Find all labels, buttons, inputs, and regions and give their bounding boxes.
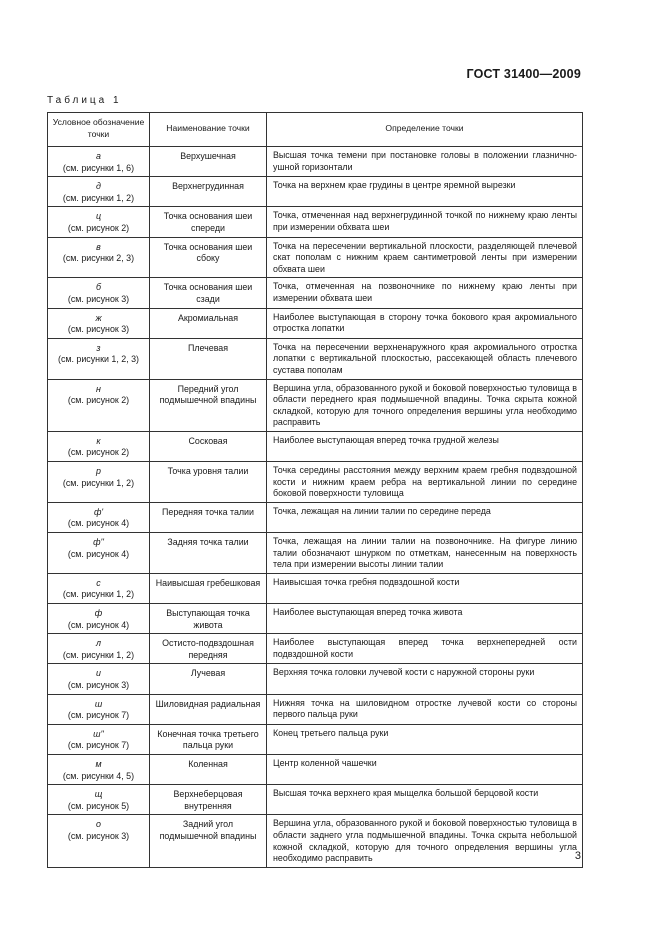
table-row [48, 785, 583, 815]
point-name: Лучевая [150, 664, 267, 694]
point-symbol: ф'' [93, 537, 104, 548]
point-code-cell [48, 533, 150, 574]
table-row [48, 431, 583, 461]
figure-reference: (см. рисунок 5) [67, 800, 130, 811]
point-code-cell [48, 694, 150, 724]
figure-reference: (см. рисунок 2) [67, 447, 130, 458]
point-definition: Точка, лежащая на линии талии на позвоночнике. На фигуре линию талии обозначают шнурком по отметкам, нанесенным на поверхность тела при измерении высоты линии талии [267, 533, 583, 574]
point-symbol: с [96, 577, 101, 588]
point-name: Плечевая [150, 338, 267, 379]
header-name: Наименование точки [150, 113, 267, 147]
point-code-cell [48, 573, 150, 603]
point-definition: Конец третьего пальца руки [267, 724, 583, 754]
figure-reference: (см. рисунок 3) [67, 324, 130, 335]
point-symbol: л [95, 638, 101, 649]
figure-reference: (см. рисунки 1, 6) [62, 162, 135, 173]
point-symbol: и [96, 668, 101, 679]
point-code-cell [48, 462, 150, 503]
figure-reference: (см. рисунок 4) [67, 548, 130, 559]
point-name: Точка основания шеи сбоку [150, 237, 267, 278]
table-row [48, 147, 583, 177]
header-definition: Определение точки [267, 113, 583, 147]
point-name: Акромиальная [150, 308, 267, 338]
point-definition: Нижняя точка на шиловидном отростке лучевой кости со стороны первого пальца руки [267, 694, 583, 724]
point-symbol: щ [94, 789, 103, 800]
point-definition: Точка, отмеченная на позвоночнике по нижнему краю ленты при измерении обхвата шеи [267, 278, 583, 308]
point-name: Конечная точка третьего пальца руки [150, 724, 267, 754]
figure-reference: (см. рисунок 4) [67, 619, 130, 630]
figure-reference: (см. рисунки 1, 2) [62, 589, 135, 600]
table-row [48, 694, 583, 724]
point-symbol: ж [95, 312, 102, 323]
point-code-cell [48, 502, 150, 532]
points-table [47, 112, 583, 868]
page-number: 3 [574, 850, 581, 862]
point-symbol: а [96, 151, 101, 161]
point-name: Точка уровня талии [150, 462, 267, 503]
figure-reference: (см. рисунки 2, 3) [62, 253, 135, 264]
point-definition: Верхняя точка головки лучевой кости с наружной стороны руки [267, 664, 583, 694]
point-name: Коленная [150, 754, 267, 784]
point-name: Верхнегрудинная [150, 177, 267, 207]
point-definition: Центр коленной чашечки [267, 754, 583, 784]
table-row [48, 502, 583, 532]
table-row [48, 533, 583, 574]
table-row [48, 308, 583, 338]
point-definition: Точка на пересечении вертикальной плоскости, разделяющей плечевой скат пополам с нижним краем сантиметровой ленты при измерении обхвата шеи [267, 237, 583, 278]
point-symbol: р [96, 466, 101, 477]
figure-reference: (см. рисунки 1, 2) [62, 649, 135, 660]
point-code-cell [48, 177, 150, 207]
point-name: Передняя точка талии [150, 502, 267, 532]
table-row [48, 379, 583, 431]
table-row [48, 634, 583, 664]
point-name: Остисто-подвздошная передняя [150, 634, 267, 664]
point-definition: Точка, отмеченная над верхнегрудинной точкой по нижнему краю ленты при измерении обхвата шеи [267, 207, 583, 237]
figure-reference: (см. рисунок 2) [67, 222, 130, 233]
point-symbol: ш'' [93, 728, 104, 739]
point-name: Верхушечная [150, 147, 267, 177]
point-code-cell [48, 815, 150, 867]
point-symbol: ш [94, 698, 103, 709]
point-code-cell [48, 308, 150, 338]
point-symbol: ц [95, 211, 102, 222]
point-symbol: в [96, 241, 101, 252]
table-row [48, 237, 583, 278]
point-name: Передний угол подмышечной впадины [150, 379, 267, 431]
point-symbol: ф [94, 608, 103, 618]
figure-reference: (см. рисунок 3) [67, 293, 130, 304]
point-symbol: н [96, 383, 101, 394]
figure-reference: (см. рисунок 3) [67, 679, 130, 690]
point-name: Выступающая точка живота [150, 604, 267, 634]
figure-reference: (см. рисунок 4) [67, 518, 130, 529]
point-name: Шиловидная радиальная [150, 694, 267, 724]
point-name: Точка основания шеи спереди [150, 207, 267, 237]
point-symbol: м [95, 758, 102, 769]
point-name: Наивысшая гребешковая [150, 573, 267, 603]
point-definition: Высшая точка верхнего края мыщелка большой берцовой кости [267, 785, 583, 815]
point-code-cell [48, 237, 150, 278]
table-row [48, 664, 583, 694]
point-code-cell [48, 785, 150, 815]
figure-reference: (см. рисунок 2) [67, 395, 130, 406]
point-symbol: з [96, 342, 101, 353]
point-definition: Вершина угла, образованного рукой и боковой поверхностью туловища в области заднего угла подмышечной впадины. Точка скрыта небольшой кожной складкой, которую для точного определения вершины угла необходимо расправить [267, 815, 583, 867]
figure-reference: (см. рисунок 3) [67, 830, 130, 841]
point-name: Верхнеберцовая внутренняя [150, 785, 267, 815]
figure-reference: (см. рисунки 1, 2) [62, 477, 135, 488]
table-caption: Таблица 1 [47, 95, 122, 106]
figure-reference: (см. рисунки 1, 2, 3) [57, 354, 140, 365]
point-definition: Точка середины расстояния между верхним краем гребня подвздошной кости и нижним краем ребра на вертикальной линии по середине боковой поверхности туловища [267, 462, 583, 503]
point-definition: Наивысшая точка гребня подвздошной кости [267, 573, 583, 603]
table-row [48, 754, 583, 784]
point-symbol: б [96, 282, 101, 293]
table-row [48, 573, 583, 603]
table-row [48, 278, 583, 308]
point-definition: Наиболее выступающая в сторону точка бокового края акромиального отростка лопатки [267, 308, 583, 338]
point-definition: Точка на пересечении верхненаружного края акромиального отростка лопатки с вертикальной плоскостью, рассекающей область плечевого сустава пополам [267, 338, 583, 379]
point-code-cell [48, 634, 150, 664]
table-row [48, 338, 583, 379]
point-name: Точка основания шеи сзади [150, 278, 267, 308]
point-definition: Вершина угла, образованного рукой и боковой поверхностью туловища в области переднего края подмышечной впадины. Точка скрыта кожной складкой, которую для точного определения вершины угла необходимо расправить [267, 379, 583, 431]
point-symbol: ф' [93, 506, 104, 517]
table-row [48, 462, 583, 503]
point-name: Задний угол подмышечной впадины [150, 815, 267, 867]
point-definition: Высшая точка темени при постановке головы в положении глазнично-ушной горизонтали [267, 147, 583, 177]
point-definition: Наиболее выступающая вперед точка верхнепередней ости подвздошной кости [267, 634, 583, 664]
figure-reference: (см. рисунок 7) [67, 710, 130, 721]
point-definition: Наиболее выступающая вперед точка грудной железы [267, 431, 583, 461]
figure-reference: (см. рисунки 1, 2) [62, 192, 135, 203]
point-definition: Точка на верхнем крае грудины в центре яремной вырезки [267, 177, 583, 207]
table-row [48, 177, 583, 207]
point-code-cell [48, 664, 150, 694]
point-definition: Точка, лежащая на линии талии по середине переда [267, 502, 583, 532]
figure-reference: (см. рисунки 4, 5) [62, 770, 135, 781]
point-code-cell [48, 379, 150, 431]
point-definition: Наиболее выступающая вперед точка живота [267, 604, 583, 634]
standard-number: ГОСТ 31400—2009 [466, 67, 581, 81]
point-name: Сосковая [150, 431, 267, 461]
point-code-cell [48, 724, 150, 754]
point-code-cell [48, 338, 150, 379]
point-code-cell [48, 604, 150, 634]
point-code-cell [48, 147, 150, 177]
point-code-cell [48, 754, 150, 784]
table-row [48, 207, 583, 237]
table-row [48, 604, 583, 634]
point-symbol: о [96, 819, 101, 830]
point-symbol: к [96, 435, 101, 446]
point-code-cell [48, 278, 150, 308]
point-symbol: д [96, 181, 101, 192]
table-header-row [48, 113, 583, 147]
figure-reference: (см. рисунок 7) [67, 740, 130, 751]
point-name: Задняя точка талии [150, 533, 267, 574]
header-symbol: Условное обозначение точки [48, 113, 150, 147]
table-row [48, 724, 583, 754]
table-row [48, 815, 583, 867]
point-code-cell [48, 207, 150, 237]
point-code-cell [48, 431, 150, 461]
